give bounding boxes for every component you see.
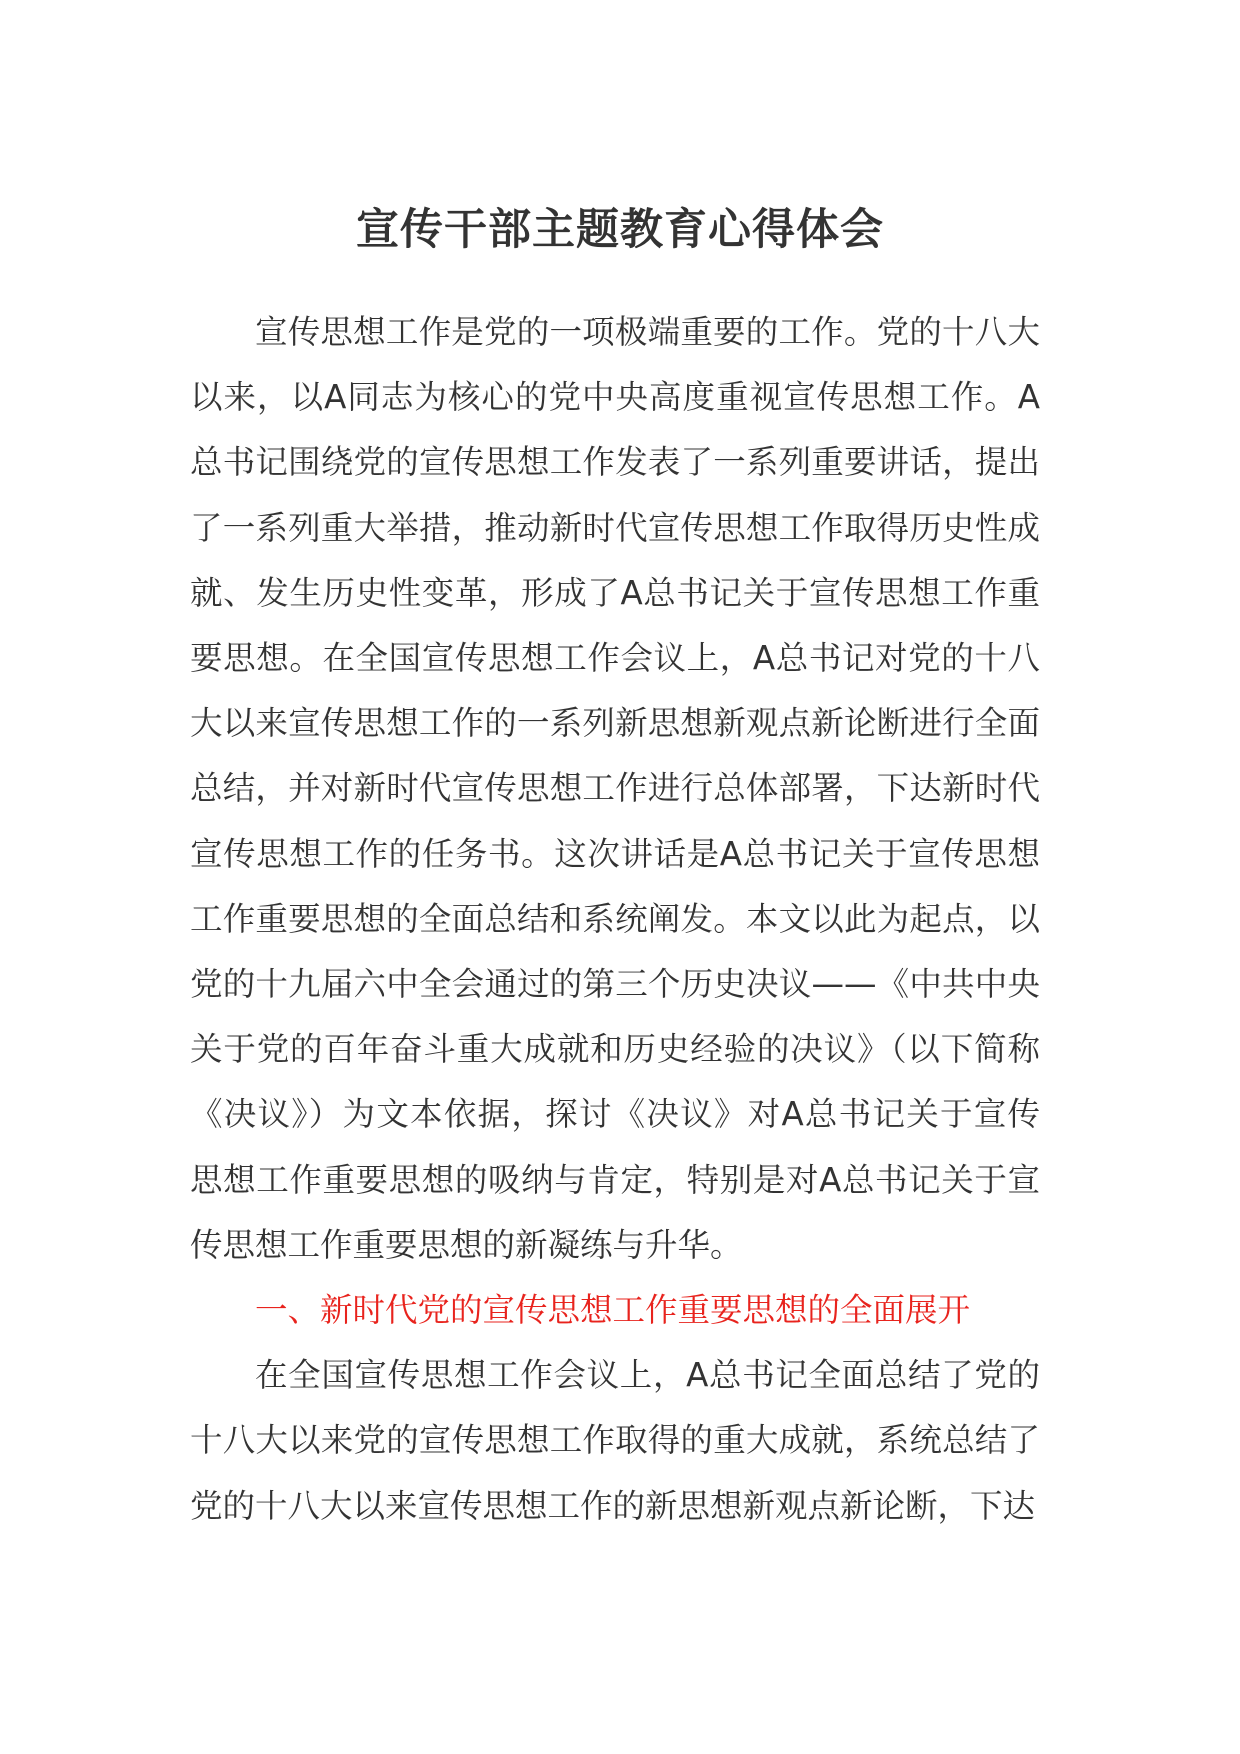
document-body (190, 300, 1040, 1539)
section-paragraph: 在全国宣传思想工作会议上，A总书记全面总结了党的十八大以来党的宣传思想工作取得的重大成就，系统总结了党的十八大以来宣传思想工作的新思想新观点新论断，下达 (190, 1356, 1040, 1525)
section-heading: 一、新时代党的宣传思想工作重要思想的全面展开 (255, 1291, 971, 1330)
document-title: 宣传干部主题教育心得体会 (356, 205, 884, 255)
intro-paragraph: 宣传思想工作是党的一项极端重要的工作。党的十八大以来，以A同志为核心的党中央高度重视宣传思想工作。A总书记围绕党的宣传思想工作发表了一系列重要讲话，提出了一系列重大举措，推动新时代宣传思想工作取得历史性成就、发生历史性变革，形成了A总书记关于宣传思想工作重要思想。在全国宣传思想工作会议上，A总书记对党的十八大以来宣传思想工作的一系列新思想新观点新论断进行全面总结，并对新时代宣传思想工作进行总体部署，下达新时代宣传思想工作的任务书。这次讲话是A总书记关于宣传思想工作重要思想的全面总结和系统阐发。本文以此为起点，以党的十九届六中全会通过的第三个历史决议——《中共中央关于党的百年奋斗重大成就和历史经验的决议》（以下简称《决议》）为文本依据，探讨《决议》对A总书记关于宣传思想工作重要思想的吸纳与肯定，特别是对A总书记关于宣传思想工作重要思想的新凝练与升华。 (190, 313, 1040, 1264)
